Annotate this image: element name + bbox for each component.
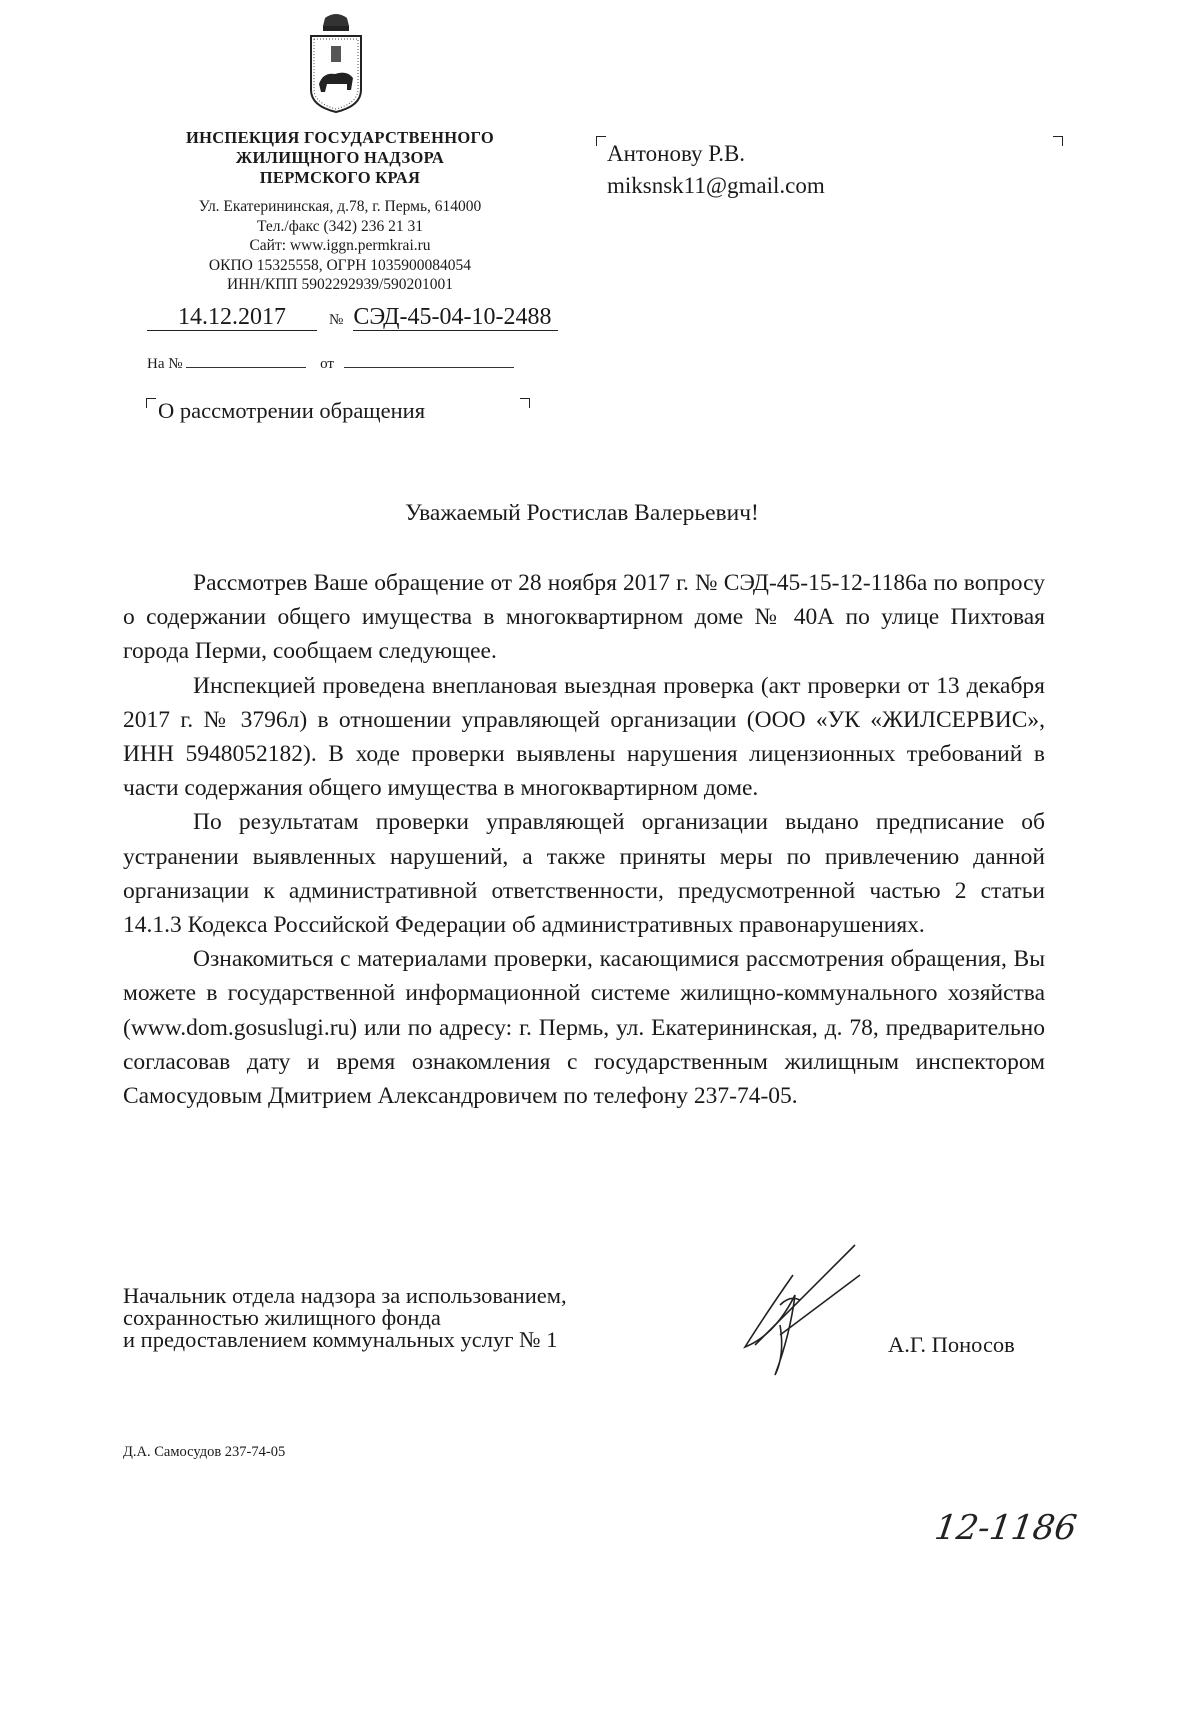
ref-number-blank [186, 367, 306, 368]
addressee-email: miksnsk11@gmail.com [607, 173, 825, 198]
signatory-position [123, 1285, 567, 1351]
document-subject: О рассмотрении обращения [158, 398, 426, 423]
org-site: Сайт: www.iggn.permkrai.ru [249, 237, 431, 254]
org-okpo-ogrn: ОКПО 15325558, ОГРН 1035900084054 [208, 256, 472, 274]
position-line: сохранностью жилищного фонда [123, 1305, 441, 1330]
body-paragraph: Инспекцией проведена внеплановая выездная проверка (акт проверки от 13 декабря 2017 г. № 3796л) в отношении управляющей организации (ООО «УК «ЖИЛСЕРВИС», ИНН 5948052182). В ходе проверки выявлены нарушения лицензионных требований в части содержания общего имущества в многоквартирном доме. [123, 672, 1045, 802]
position-line: и предоставлением коммунальных услуг № 1 [123, 1327, 558, 1352]
corner-mark [596, 136, 606, 146]
org-inn-kpp: ИНН/КПП 5902292939/590201001 [226, 276, 454, 293]
corner-mark [146, 398, 156, 408]
executor-contact: Д.А. Самосудов 237-74-05 [123, 1444, 286, 1460]
reference-line [147, 356, 514, 373]
organization-details [140, 197, 540, 295]
handwritten-signature [735, 1235, 865, 1390]
org-name-line: ЖИЛИЩНОГО НАДЗОРА [235, 148, 445, 167]
document-date-number [147, 304, 558, 331]
corner-mark [1053, 136, 1063, 146]
ref-number-label: На № [147, 356, 183, 372]
org-phone: Тел./факс (342) 236 21 31 [257, 217, 423, 235]
letter-body [123, 566, 1045, 1113]
position-line: Начальник отдела надзора за использованием, [123, 1283, 567, 1308]
body-paragraph: Рассмотрев Ваше обращение от 28 ноября 2017 г. № СЭД-45-15-12-1186а по вопросу о содержании общего имущества в многоквартирном доме № 40А по улице Пихтовая города Перми, сообщаем следующее. [123, 570, 1045, 665]
document-date: 14.12.2017 [147, 304, 317, 331]
corner-mark [520, 398, 530, 408]
org-name-line: ПЕРМСКОГО КРАЯ [259, 168, 421, 187]
signatory-name: А.Г. Поносов [888, 1332, 1015, 1357]
ref-from-label: от [320, 356, 334, 372]
org-address: Ул. Екатерининская, д.78, г. Пермь, 614000 [198, 198, 482, 215]
organization-name [140, 128, 540, 188]
body-paragraph: Ознакомиться с материалами проверки, касающимися рассмотрения обращения, Вы можете в государственной информационной системе жилищно-коммунального хозяйства (www.dom.gosuslugi.ru) или по адресу: г. Пермь, ул. Екатерининская, д. 78, предварительно согласовав дату и время ознакомления с государственным жилищным инспектором Самосудовым Дмитрием Александровичем по телефону 237-74-05. [123, 946, 1045, 1110]
coat-of-arms-emblem [303, 12, 369, 119]
document-number: СЭД-45-04-10-2488 [353, 304, 558, 331]
addressee-name: Антонову Р.В. [607, 141, 746, 166]
handwritten-note: 12-1186 [932, 1508, 1080, 1548]
org-name-line: ИНСПЕКЦИЯ ГОСУДАРСТВЕННОГО [185, 128, 495, 147]
greeting: Уважаемый Ростислав Валерьевич! [405, 500, 759, 526]
number-sign: № [329, 312, 344, 328]
body-paragraph: По результатам проверки управляющей организации выдано предписание об устранении выявленных нарушений, а также приняты меры по привлечению данной организации к административной ответственности, предусмотренной частью 2 статьи 14.1.3 Кодекса Российской Федерации об административных правонарушениях. [123, 809, 1045, 939]
addressee [607, 138, 825, 202]
ref-date-blank [344, 367, 514, 368]
